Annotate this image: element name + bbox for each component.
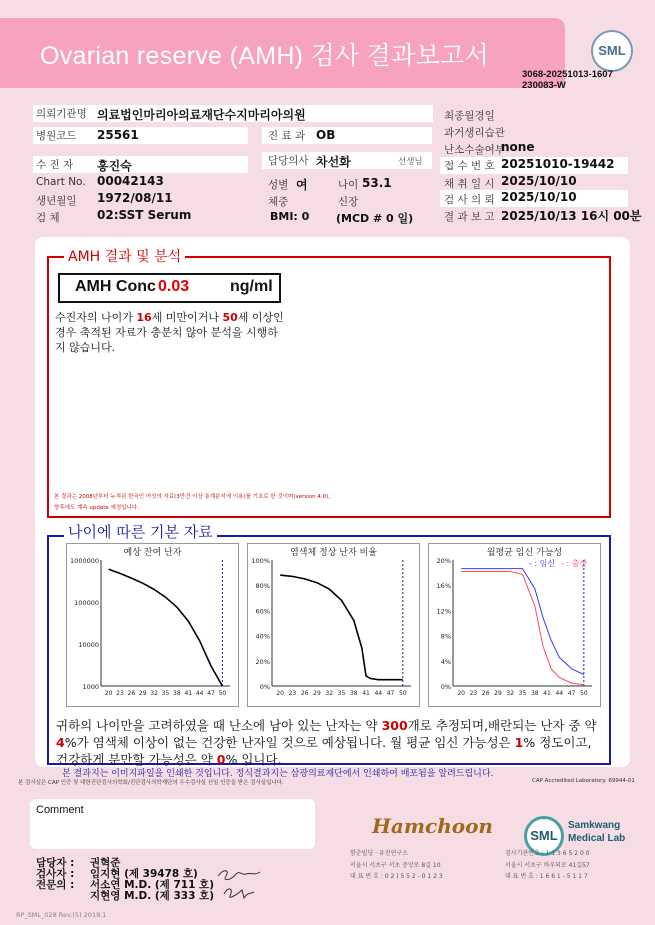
amh-label: AMH Conc: [75, 278, 156, 295]
x-tick-label: 38: [173, 690, 181, 697]
sex-value: 여: [296, 178, 308, 192]
dept-label: 진 료 과: [268, 130, 306, 142]
x-tick-label: 44: [555, 690, 564, 697]
hospital-code-value: 25561: [97, 128, 139, 142]
hamchoon-line-2: 서울시 서초구 서초 중앙로 8길 10: [350, 862, 441, 869]
y-tick-label: 4%: [440, 657, 451, 666]
image-print-notice: 본 결과지는 이미지파일을 인쇄한 것입니다. 정식결과지는 삼광의료재단에서 인쇄하여 배포됨을 알려드립니다.: [62, 769, 494, 779]
x-tick-label: 29: [494, 690, 502, 697]
x-tick-label: 26: [127, 690, 136, 697]
cap-line: 본 검사실은 CAP 인증 및 대한진단검사의학회/진단검사의학재단의 우수검사실 신임 인증을 받은 검사실입니다.: [18, 780, 284, 786]
x-tick-label: 35: [337, 690, 346, 697]
y-tick-label: 8%: [440, 632, 451, 641]
chart-title: 예상 잔여 난자: [123, 548, 182, 558]
x-tick-label: 50: [218, 690, 227, 697]
x-tick-label: 29: [138, 690, 147, 697]
x-tick-label: 23: [116, 690, 124, 697]
x-tick-label: 38: [530, 690, 539, 697]
y-tick-label: 10000: [78, 641, 99, 649]
hamchoon-line-3: 대 표 번 호 : 0 2 ) 5 5 2 - 0 1 2 3: [350, 873, 443, 880]
cap-number: CAP Accredited Laboratory. 69944-01: [532, 778, 635, 784]
sml-footer-logo: SML: [524, 816, 564, 856]
y-tick-label: 0%: [440, 683, 451, 691]
amh-section-title: AMH 결과 및 분석: [64, 246, 185, 266]
sml-name-2: Medical Lab: [568, 833, 626, 844]
x-tick-label: 26: [481, 690, 490, 697]
staff-2: 임지현 (제 39478 호): [90, 868, 198, 880]
mcd-value: (MCD # 0 일): [336, 212, 414, 225]
doctor-value: 차선화: [316, 155, 351, 169]
x-tick-label: 23: [469, 690, 478, 697]
bmi-value: BMI: 0: [270, 210, 310, 223]
specimen-value: 02:SST Serum: [97, 208, 192, 222]
y-tick-label: 100000: [74, 599, 99, 607]
x-tick-label: 41: [543, 690, 551, 697]
sex-label: 성별: [268, 179, 289, 191]
x-tick-label: 32: [325, 690, 334, 697]
y-tick-label: 16%: [436, 582, 451, 591]
chart-title: 월평균 임신 가능성: [486, 548, 563, 558]
request-value: 2025/10/10: [501, 190, 577, 204]
form-code: RP_SML_028 Rev.(5) 2019.1: [16, 911, 107, 919]
hamchoon-logo: Hamchoon: [372, 814, 493, 838]
chart-monthly-pregnancy: [428, 543, 601, 707]
x-tick-label: 20: [104, 690, 113, 697]
series-line-0: [461, 569, 584, 675]
x-tick-label: 32: [150, 690, 158, 697]
x-tick-label: 35: [518, 690, 527, 697]
age-label: 나이: [338, 179, 359, 191]
staff-label-1: 담당자 :: [36, 857, 75, 869]
receipt-value: 20251010-19442: [501, 157, 615, 171]
legend-1: - : 출산: [561, 559, 588, 568]
menarche-label: 과거생리습관: [444, 127, 505, 139]
x-tick-label: 20: [457, 690, 465, 697]
amh-note: 수진자의 나이가 16세 미만이거나 50세 이상인 경우 축적된 자료가 충분치 않아 분석을 시행하지 않습니다.: [55, 311, 284, 354]
institution-value: 의료법인마리아의료재단수지마리아의원: [97, 108, 306, 122]
x-tick-label: 23: [288, 690, 297, 697]
x-tick-label: 38: [349, 690, 358, 697]
hamchoon-line-1: 함춘빌딩 · 유전연구소: [350, 850, 408, 857]
series-line-0: [280, 575, 403, 680]
y-tick-label: 60%: [255, 607, 270, 616]
sml-line-2: 서울시 서초구 바우뫼로 41길57: [505, 862, 590, 869]
y-tick-label: 80%: [255, 582, 270, 591]
sml-line-1: 검사기관번호 : 1 1 3 6 5 2 0 0: [505, 850, 590, 857]
sml-logo: SML: [591, 30, 633, 72]
staff-4: 지현영 M.D. (제 333 호): [90, 890, 214, 902]
x-tick-label: 44: [195, 690, 204, 697]
patient-name: 홍진숙: [97, 159, 132, 173]
y-tick-label: 20%: [255, 657, 270, 666]
dob-label: 생년월일: [36, 195, 77, 207]
x-tick-label: 41: [362, 690, 370, 697]
x-tick-label: 32: [506, 690, 515, 697]
surgery-value: none: [501, 140, 535, 154]
age-value: 53.1: [362, 176, 392, 190]
x-tick-label: 26: [300, 690, 309, 697]
series-line-1: [461, 572, 584, 685]
weight-label: 체중: [268, 196, 289, 208]
y-tick-label: 1000: [82, 683, 99, 691]
request-label: 검 사 의 뢰: [444, 194, 495, 206]
x-tick-label: 50: [399, 690, 407, 697]
receipt-label: 접 수 번 호: [444, 160, 495, 172]
patient-label: 수 진 자: [36, 159, 74, 171]
x-tick-label: 29: [313, 690, 321, 697]
staff-3: 서소연 M.D. (제 711 호): [90, 879, 214, 891]
series-line-0: [109, 569, 223, 686]
basic-summary: 귀하의 나이만을 고려하였을 때 난소에 남아 있는 난자는 약 300개로 추정되며,배란되는 난자 중 약 4%가 염색체 이상이 없는 건강한 난자일 것으로 예상됩니다. 월 평균 임신 가능성은 1% 정도이고, 건강하게 분만할 가능성은 약 0% 입니다.: [56, 718, 597, 767]
basic-section-title: 나이에 따른 기본 자료: [64, 521, 217, 542]
dob-value: 1972/08/11: [97, 191, 173, 205]
report-title: Ovarian reserve (AMH) 검사 결과보고서: [40, 42, 489, 70]
amh-footnote-1: 본 결과는 2008년부터 누적된 한국인 여성의 자료(3만건 이상 통계분석에 이용)를 기초로 한 것이며(version 4.0),: [54, 494, 331, 500]
dept-value: OB: [316, 128, 336, 142]
chart-no-label: Chart No.: [36, 176, 86, 188]
y-tick-label: 40%: [255, 632, 270, 641]
y-tick-label: 0%: [259, 683, 270, 691]
x-tick-label: 47: [207, 690, 215, 697]
amh-unit: ng/ml: [230, 278, 273, 295]
staff-label-3: 전문의 :: [36, 879, 75, 891]
signature: [214, 864, 274, 908]
surgery-label: 난소수술여부: [444, 144, 505, 156]
staff-label-2: 검사자 :: [36, 868, 75, 880]
x-tick-label: 41: [184, 690, 193, 697]
institution-label: 의뢰기관명: [36, 108, 87, 120]
y-tick-label: 1000000: [70, 557, 99, 565]
x-tick-label: 47: [386, 690, 395, 697]
x-tick-label: 20: [276, 690, 284, 697]
collect-label: 채 취 일 시: [444, 178, 495, 190]
doctor-suffix: 선생님: [398, 157, 423, 167]
chart-normal-oocyte-ratio: [247, 543, 420, 707]
legend-0: - : 임신: [529, 559, 556, 568]
y-tick-label: 20%: [436, 557, 451, 565]
x-tick-label: 35: [161, 690, 170, 697]
x-tick-label: 44: [374, 690, 383, 697]
amh-value: 0.03: [158, 278, 190, 295]
report-value: 2025/10/13 16시 00분: [501, 209, 642, 223]
amh-footnote-2: 향후에도 계속 update 예정입니다.: [54, 505, 139, 511]
lmp-label: 최종월경일: [444, 110, 495, 122]
chart-title: 염색체 정상 난자 비율: [290, 548, 377, 558]
staff-1: 권혁준: [90, 857, 121, 869]
hospital-code-label: 병원코드: [36, 130, 77, 142]
comment-label: Comment: [36, 804, 84, 816]
chart-no-value: 00042143: [97, 174, 164, 188]
report-label: 결 과 보 고: [444, 211, 495, 223]
height-label: 신장: [338, 196, 359, 208]
chart-remaining-oocytes: [66, 543, 239, 707]
x-tick-label: 47: [567, 690, 576, 697]
sml-line-3: 대 표 번 호 : 1 6 6 1 - 5 1 1 7: [505, 873, 588, 880]
y-tick-label: 12%: [436, 607, 451, 616]
document-id: 3068-20251013-1607 230083-W: [522, 69, 613, 91]
y-tick-label: 100%: [251, 557, 270, 565]
x-tick-label: 50: [580, 690, 588, 697]
doctor-label: 담당의사: [268, 155, 309, 167]
sml-name-1: Samkwang: [568, 820, 621, 831]
collect-value: 2025/10/10: [501, 174, 577, 188]
specimen-label: 검 체: [36, 212, 60, 224]
